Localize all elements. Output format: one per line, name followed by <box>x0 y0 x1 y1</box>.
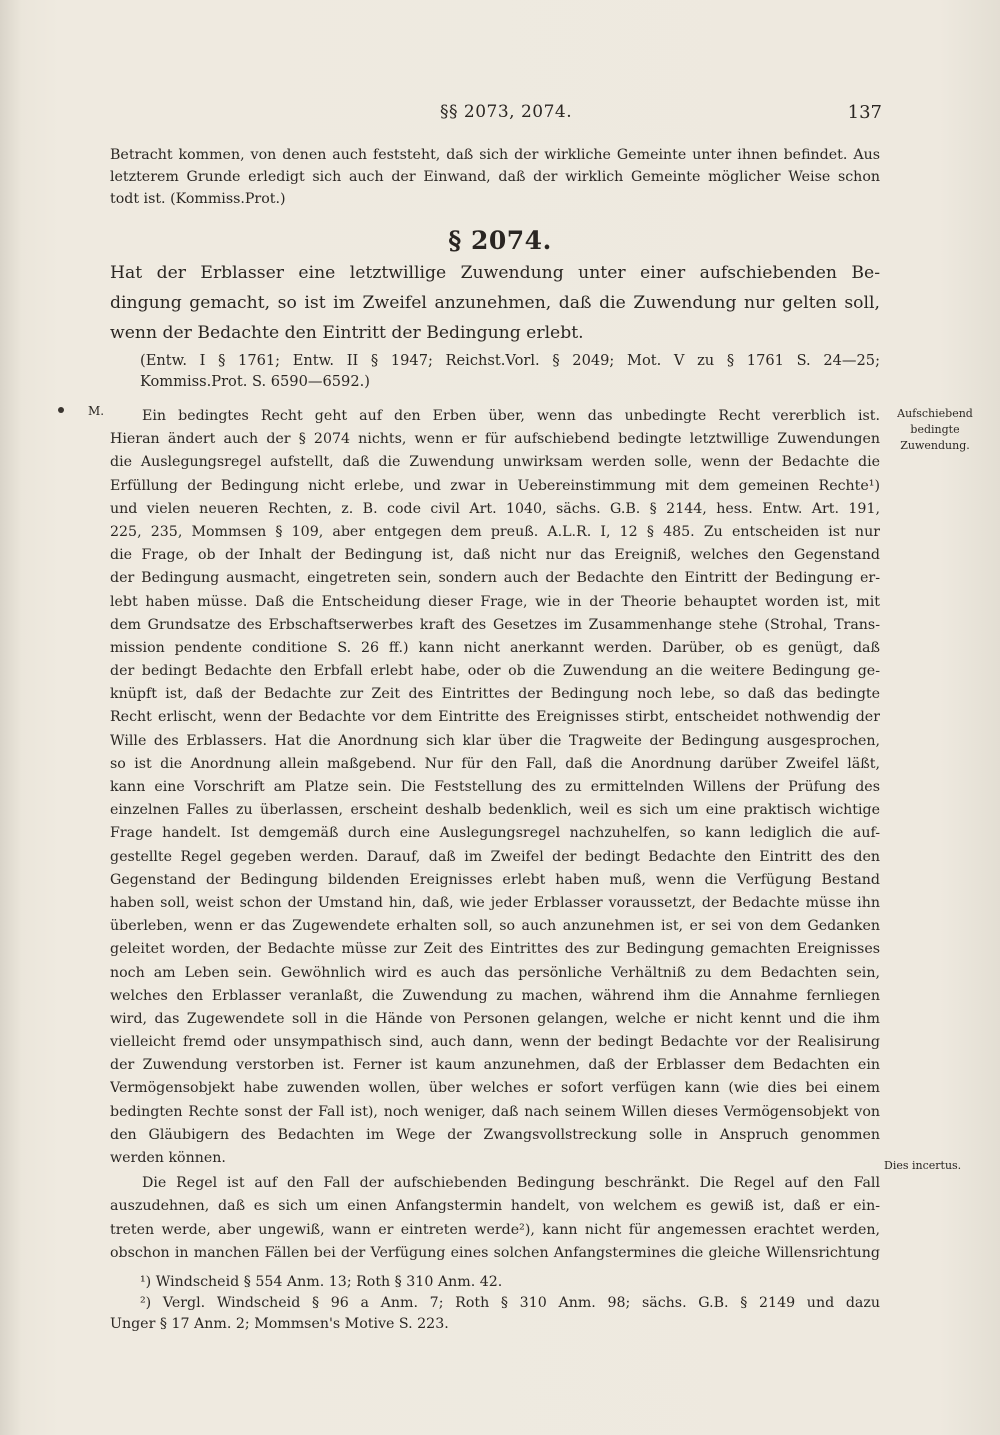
margin-note-line: Aufschiebend <box>897 407 973 420</box>
intro-paragraph <box>110 144 880 210</box>
body-line: dem Grundsatze des Erbschaftserwerbes kraft des Gesetzes im Zusammenhange stehe (Strohal, Trans- <box>110 616 880 633</box>
reference-line: Kommiss.Prot. S. 6590—6592.) <box>140 373 370 390</box>
running-header-sections: §§ 2073, 2074. <box>440 102 573 122</box>
body-line: vielleicht fremd oder unsympathisch sind, auch dann, wenn der bedingt Bedachte vor der Realisirung <box>110 1034 880 1051</box>
statute-line: dingung gemacht, so ist im Zweifel anzunehmen, daß die Zuwendung nur gelten soll, <box>110 293 880 313</box>
page-number: 137 <box>847 102 882 123</box>
body-line: Recht erlischt, wenn der Bedachte vor dem Eintritte des Ereignisses stirbt, entscheidet nothwendig der <box>110 709 880 726</box>
body-line: Die Regel ist auf den Fall der aufschiebenden Bedingung beschränkt. Die Regel auf den Fall <box>142 1175 880 1192</box>
body-line: die Frage, ob der Inhalt der Bedingung ist, daß nicht nur das Ereigniß, welches den Gegenstand <box>110 547 880 564</box>
statute-line: wenn der Bedachte den Eintritt der Bedingung erlebt. <box>110 323 584 343</box>
body-line: der Bedingung ausmacht, eingetreten sein, sondern auch der Bedachte den Eintritt der Bedingung er- <box>110 570 880 587</box>
body-line: überleben, wenn er das Zugewendete erhalten soll, so auch anzunehmen ist, er sei von dem Gedanken <box>110 918 880 935</box>
text-line: letzterem Grunde erledigt sich auch der Einwand, daß der wirklich Gemeinte möglicher Weise schon <box>110 169 880 185</box>
body-line: obschon in manchen Fällen bei der Verfügung eines solchen Anfangstermines die gleiche Willensrichtung <box>110 1244 880 1261</box>
body-line: kann eine Vorschrift am Platze sein. Die Feststellung des zu ermittelnden Willens der Prüfung des <box>110 779 880 795</box>
body-line: der bedingt Bedachte den Erbfall erlebt habe, oder ob die Zuwendung an die weitere Bedingung ge- <box>110 663 880 680</box>
text-line: todt ist. (Kommiss.Prot.) <box>110 191 286 207</box>
margin-note-line: Zuwendung. <box>900 439 970 452</box>
margin-note-line: bedingte <box>910 423 960 436</box>
body-line: 225, 235, Mommsen § 109, aber entgegen dem preuß. A.L.R. I, 12 § 485. Zu entscheiden ist nur <box>110 523 880 540</box>
legislative-references <box>140 350 880 392</box>
reference-line: (Entw. I § 1761; Entw. II § 1947; Reichst.Vorl. § 2049; Mot. V zu § 1761 S. 24—25; <box>140 352 880 369</box>
body-line: Hieran ändert auch der § 2074 nichts, wenn er für aufschiebend bedingte letztwillige Zuwendungen <box>110 431 880 448</box>
body-line: welches den Erblasser veranlaßt, die Zuwendung zu machen, während ihm die Annahme fernliegen <box>110 987 880 1004</box>
body-line: einzelnen Falles zu überlassen, erscheint deshalb bedenklich, weil es sich um eine praktisch wichtige <box>110 802 880 819</box>
body-line: gestellte Regel gegeben werden. Darauf, daß im Zweifel der bedingt Bedachte den Eintritt des den <box>110 848 880 865</box>
footnote-line: ¹) Windscheid § 554 Anm. 13; Roth § 310 Anm. 42. <box>140 1274 503 1290</box>
body-line: haben soll, weist schon der Umstand hin, daß, wie jeder Erblasser voraussetzt, der Bedachte müsse ihn <box>110 894 880 911</box>
body-line: so ist die Anordnung allein maßgebend. Nur für den Fall, daß die Anordnung darüber Zweifel läßt, <box>110 755 880 772</box>
body-line: wird, das Zugewendete soll in die Hände von Personen gelangen, welche er nicht kennt und die ihm <box>110 1010 880 1027</box>
body-line: knüpft ist, daß der Bedachte zur Zeit des Eintrittes der Bedingung noch lebe, so daß das bedingte <box>110 686 880 703</box>
body-line: mission pendente conditione S. 26 ff.) kann nicht anerkannt werden. Darüber, ob es genügt, daß <box>110 639 880 656</box>
body-line: den Gläubigern des Bedachten im Wege der Zwangsvollstreckung solle in Anspruch genommen <box>110 1126 880 1143</box>
margin-bullet-mark <box>58 407 64 413</box>
body-line: lebt haben müsse. Daß die Entscheidung dieser Frage, wie in der Theorie behauptet worden ist, mit <box>110 593 880 610</box>
body-line: werden können. <box>110 1150 226 1166</box>
footnote-line: ²) Vergl. Windscheid § 96 a Anm. 7; Roth § 310 Anm. 98; sächs. G.B. § 2149 und dazu <box>140 1295 880 1311</box>
body-line: Vermögensobjekt habe zuwenden wollen, über welches er sofort verfügen kann (wie dies bei einem <box>110 1080 880 1097</box>
text-line: Betracht kommen, von denen auch feststeht, daß sich der wirkliche Gemeinte unter ihnen befindet. Aus <box>110 147 880 163</box>
body-line: bedingten Rechte sonst der Fall ist), noch weniger, daß nach seinem Willen dieses Vermögensobjekt von <box>110 1103 880 1120</box>
body-line: treten werde, aber ungewiß, wann er eintreten werde²), kann nicht für angemessen erachtet werden, <box>110 1221 880 1238</box>
body-line: Ein bedingtes Recht geht auf den Erben über, wenn das unbedingte Recht vererblich ist. <box>142 408 880 424</box>
footnote-line: Unger § 17 Anm. 2; Mommsen's Motive S. 223. <box>110 1316 449 1332</box>
body-line: und vielen neueren Rechten, z. B. code civil Art. 1040, sächs. G.B. § 2144, hess. Entw. Art. 191, <box>110 500 880 517</box>
statute-line: Hat der Erblasser eine letztwillige Zuwendung unter einer aufschiebenden Be- <box>110 263 880 283</box>
margin-note-dies-incertus: Dies incertus. <box>884 1159 962 1172</box>
body-line: Frage handelt. Ist demgemäß durch eine Auslegungsregel nachzuhelfen, so kann lediglich die auf- <box>110 825 880 842</box>
body-line: Erfüllung der Bedingung nicht erlebe, und zwar in Uebereinstimmung mit dem gemeinen Rechte¹) <box>110 477 880 494</box>
body-line: Wille des Erblassers. Hat die Anordnung sich klar über die Tragweite der Bedingung ausgesprochen, <box>110 732 880 749</box>
body-line: der Zuwendung verstorben ist. Ferner ist kaum anzunehmen, daß der Erblasser dem Bedachten ein <box>110 1057 880 1074</box>
body-line: die Auslegungsregel aufstellt, daß die Zuwendung unwirksam werden solle, wenn der Bedachte die <box>110 454 880 471</box>
commentary-body <box>110 405 880 1265</box>
footnotes <box>110 1272 880 1335</box>
body-line: auszudehnen, daß es sich um einen Anfangstermin handelt, von welchem es gewiß ist, daß er ein- <box>110 1198 880 1215</box>
margin-note-conditional-bequest <box>880 406 990 454</box>
section-title: § 2074. <box>448 226 552 255</box>
statute-text <box>110 258 880 348</box>
body-line: noch am Leben sein. Gewöhnlich wird es auch das persönliche Verhältniß zu dem Bedachten sein, <box>110 964 880 981</box>
body-line: geleitet worden, der Bedachte müsse zur Zeit des Eintrittes des zur Bedingung gemachten Ereignisses <box>110 941 880 958</box>
motive-marker: M. <box>88 404 105 418</box>
body-line: Gegenstand der Bedingung bildenden Ereignisses erlebt haben muß, wenn die Verfügung Bestand <box>110 871 880 888</box>
